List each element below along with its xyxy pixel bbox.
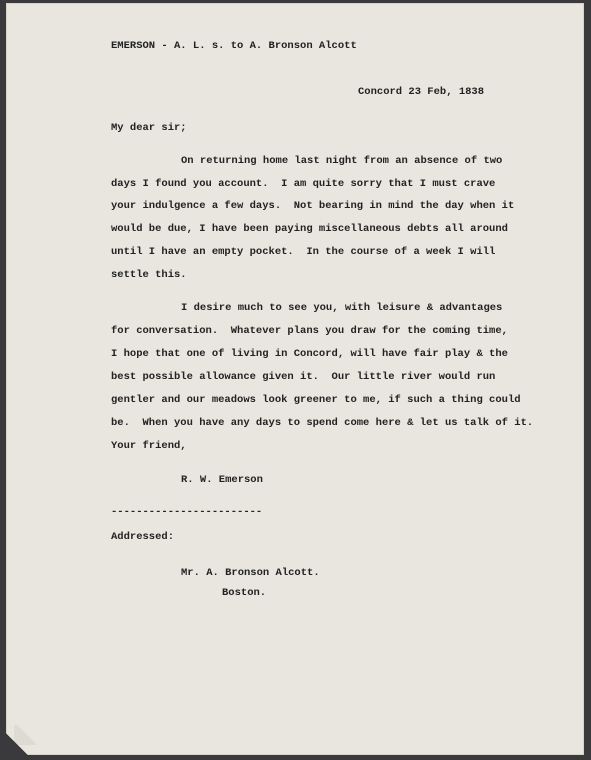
paragraph1-line: your indulgence a few days. Not bearing in mind the day when it [111, 200, 515, 212]
paragraph2-line: I desire much to see you, with leisure & advantages [181, 302, 503, 314]
paragraph2-line: best possible allowance given it. Our little river would run [111, 371, 496, 383]
paragraph1-line: settle this. [111, 269, 187, 281]
paragraph2-line: gentler and our meadows look greener to me, if such a thing could [111, 394, 521, 406]
letter-closing: Your friend, [111, 440, 187, 452]
torn-corner [0, 730, 36, 760]
paragraph2-line: I hope that one of living in Concord, will have fair play & the [111, 348, 508, 360]
paragraph1-line: would be due, I have been paying miscellaneous debts all around [111, 223, 508, 235]
paragraph2-line: for conversation. Whatever plans you draw for the coming time, [111, 325, 508, 337]
paragraph2-line: be. When you have any days to spend come here & let us talk of it. [111, 417, 534, 429]
paragraph1-line: On returning home last night from an absence of two [181, 155, 503, 167]
letter-dateline: Concord 23 Feb, 1838 [358, 86, 485, 98]
divider-line: ------------------------ [111, 506, 263, 518]
addressed-label: Addressed: [111, 531, 175, 543]
letter-signature: R. W. Emerson [181, 474, 263, 486]
address-name: Mr. A. Bronson Alcott. [181, 567, 320, 579]
paragraph1-line: days I found you account. I am quite sorry that I must crave [111, 178, 496, 190]
letter-salutation: My dear sir; [111, 122, 187, 134]
paragraph1-line: until I have an empty pocket. In the course of a week I will [111, 246, 496, 258]
letter-heading: EMERSON - A. L. s. to A. Bronson Alcott [111, 40, 357, 52]
address-city: Boston. [222, 587, 267, 599]
